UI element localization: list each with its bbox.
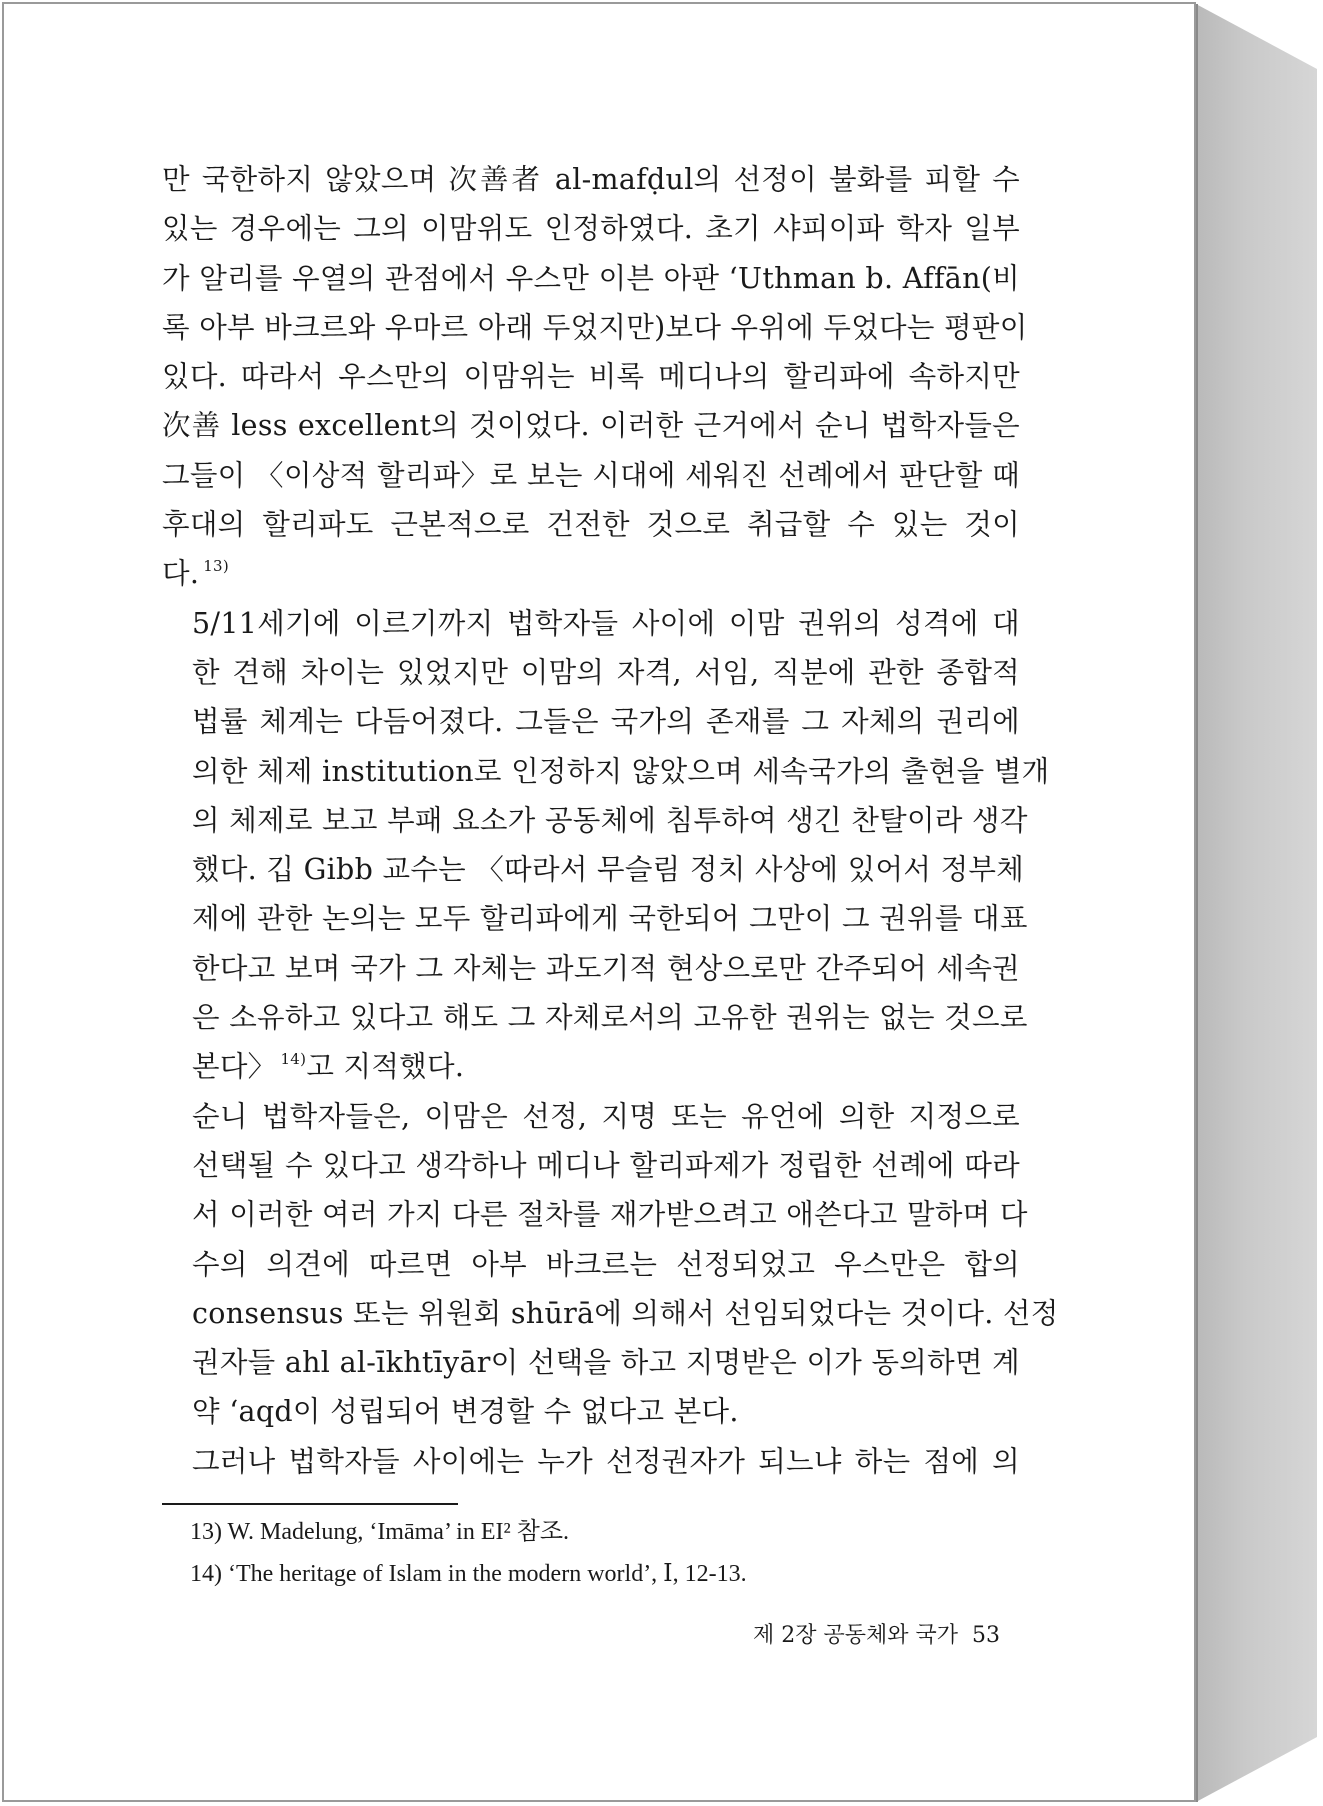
- footnote-13: 13) W. Madelung, ‘Imāma’ in EI² 참조.: [190, 1519, 570, 1545]
- running-footer: [700, 1618, 1000, 1649]
- text-line: 선택될 수 있다고 생각하나 메디나 할리파제가 정립한 선례에 따라: [192, 1148, 1020, 1182]
- text-line: consensus 또는 위원회 shūrā에 의해서 선임되었다는 것이다. 선정: [192, 1296, 1059, 1330]
- text-line: 은 소유하고 있다고 해도 그 자체로서의 고유한 권위는 없는 것으로: [192, 1001, 1028, 1035]
- text-line: 수의 의견에 따르면 아부 바크르는 선정되었고 우스만은 합의: [192, 1247, 1020, 1281]
- text-line: 법률 체계는 다듬어졌다. 그들은 국가의 존재를 그 자체의 권리에: [192, 705, 1020, 739]
- text-line: 제에 관한 논의는 모두 할리파에게 국한되어 그만이 그 권위를 대표: [192, 902, 1028, 936]
- text-line: 약 ‘aqd이 성립되어 변경할 수 없다고 본다.: [192, 1395, 739, 1429]
- paragraph-1: [162, 155, 1028, 599]
- footnote-marker: 13): [203, 557, 230, 576]
- footnote-marker: 14): [280, 1050, 307, 1069]
- text-line: 그러나 법학자들 사이에는 누가 선정권자가 되느냐 하는 점에 의: [192, 1444, 1020, 1478]
- text-line: 록 아부 바크르와 우마르 아래 두었지만)보다 우위에 두었다는 평판이: [162, 310, 1028, 344]
- text-line: 서 이러한 여러 가지 다른 절차를 재가받으려고 애쓴다고 말하며 다: [192, 1198, 1028, 1232]
- text-line: 있다. 따라서 우스만의 이맘위는 비록 메디나의 할리파에 속하지만: [162, 360, 1020, 394]
- text-line: 만 국한하지 않았으며 次善者 al-mafḍul의 선정이 불화를 피할 수: [162, 163, 1020, 196]
- text-line: 순니 법학자들은, 이맘은 선정, 지명 또는 유언에 의한 지정으로: [192, 1099, 1020, 1133]
- paragraph-2: [162, 599, 1050, 1092]
- text-line: 한다고 보며 국가 그 자체는 과도기적 현상으로만 간주되어 세속권: [192, 951, 1020, 985]
- text-line: 권자들 ahl al-īkhtīyār이 선택을 하고 지명받은 이가 동의하면 계: [192, 1346, 1020, 1380]
- chapter-title: 제 2장 공동체와 국가: [753, 1623, 958, 1648]
- text-line: 次善 less excellent의 것이었다. 이러한 근거에서 순니 법학자들은: [162, 409, 1020, 443]
- text-segment: 다.: [162, 557, 200, 591]
- text-line: 있는 경우에는 그의 이맘위도 인정하였다. 초기 샤피이파 학자 일부: [162, 212, 1020, 246]
- text-line: 5/11세기에 이르기까지 법학자들 사이에 이맘 권위의 성격에 대: [192, 606, 1020, 640]
- text-segment: 고 지적했다.: [306, 1050, 465, 1084]
- text-line: 가 알리를 우열의 관점에서 우스만 이븐 아판 ‘Uthman b. Affān(비: [162, 261, 1020, 295]
- footnotes: [190, 1511, 990, 1595]
- page-edge-border: [1196, 4, 1198, 1802]
- text-line: 후대의 할리파도 근본적으로 건전한 것으로 취급할 수 있는 것이: [162, 508, 1020, 542]
- text-line: 의한 체제 institution로 인정하지 않았으며 세속국가의 출현을 별개: [192, 754, 1050, 788]
- text-line: [162, 549, 1020, 598]
- text-line: 그들이 〈이상적 할리파〉로 보는 시대에 세워진 선례에서 판단할 때: [162, 458, 1020, 492]
- text-line: 했다. 깁 Gibb 교수는 〈따라서 무슬림 정치 사상에 있어서 정부체: [192, 853, 1025, 887]
- page-number: 53: [972, 1623, 1000, 1648]
- paragraph-3: [162, 1092, 1059, 1437]
- text-segment: 본다〉: [192, 1050, 277, 1084]
- footnote-14: 14) ‘The heritage of Islam in the modern world’, Ⅰ, 12-13.: [190, 1561, 747, 1587]
- page-edge-shadow: [1196, 4, 1317, 1802]
- text-line: 한 견해 차이는 있었지만 이맘의 자격, 서임, 직분에 관한 종합적: [192, 655, 1020, 689]
- body-text: [162, 155, 1059, 1486]
- text-line: 의 체제로 보고 부패 요소가 공동체에 침투하여 생긴 찬탈이라 생각: [192, 803, 1028, 837]
- text-line: [162, 1042, 1020, 1091]
- paragraph-4: [162, 1437, 1020, 1486]
- footnote-divider: [162, 1503, 458, 1505]
